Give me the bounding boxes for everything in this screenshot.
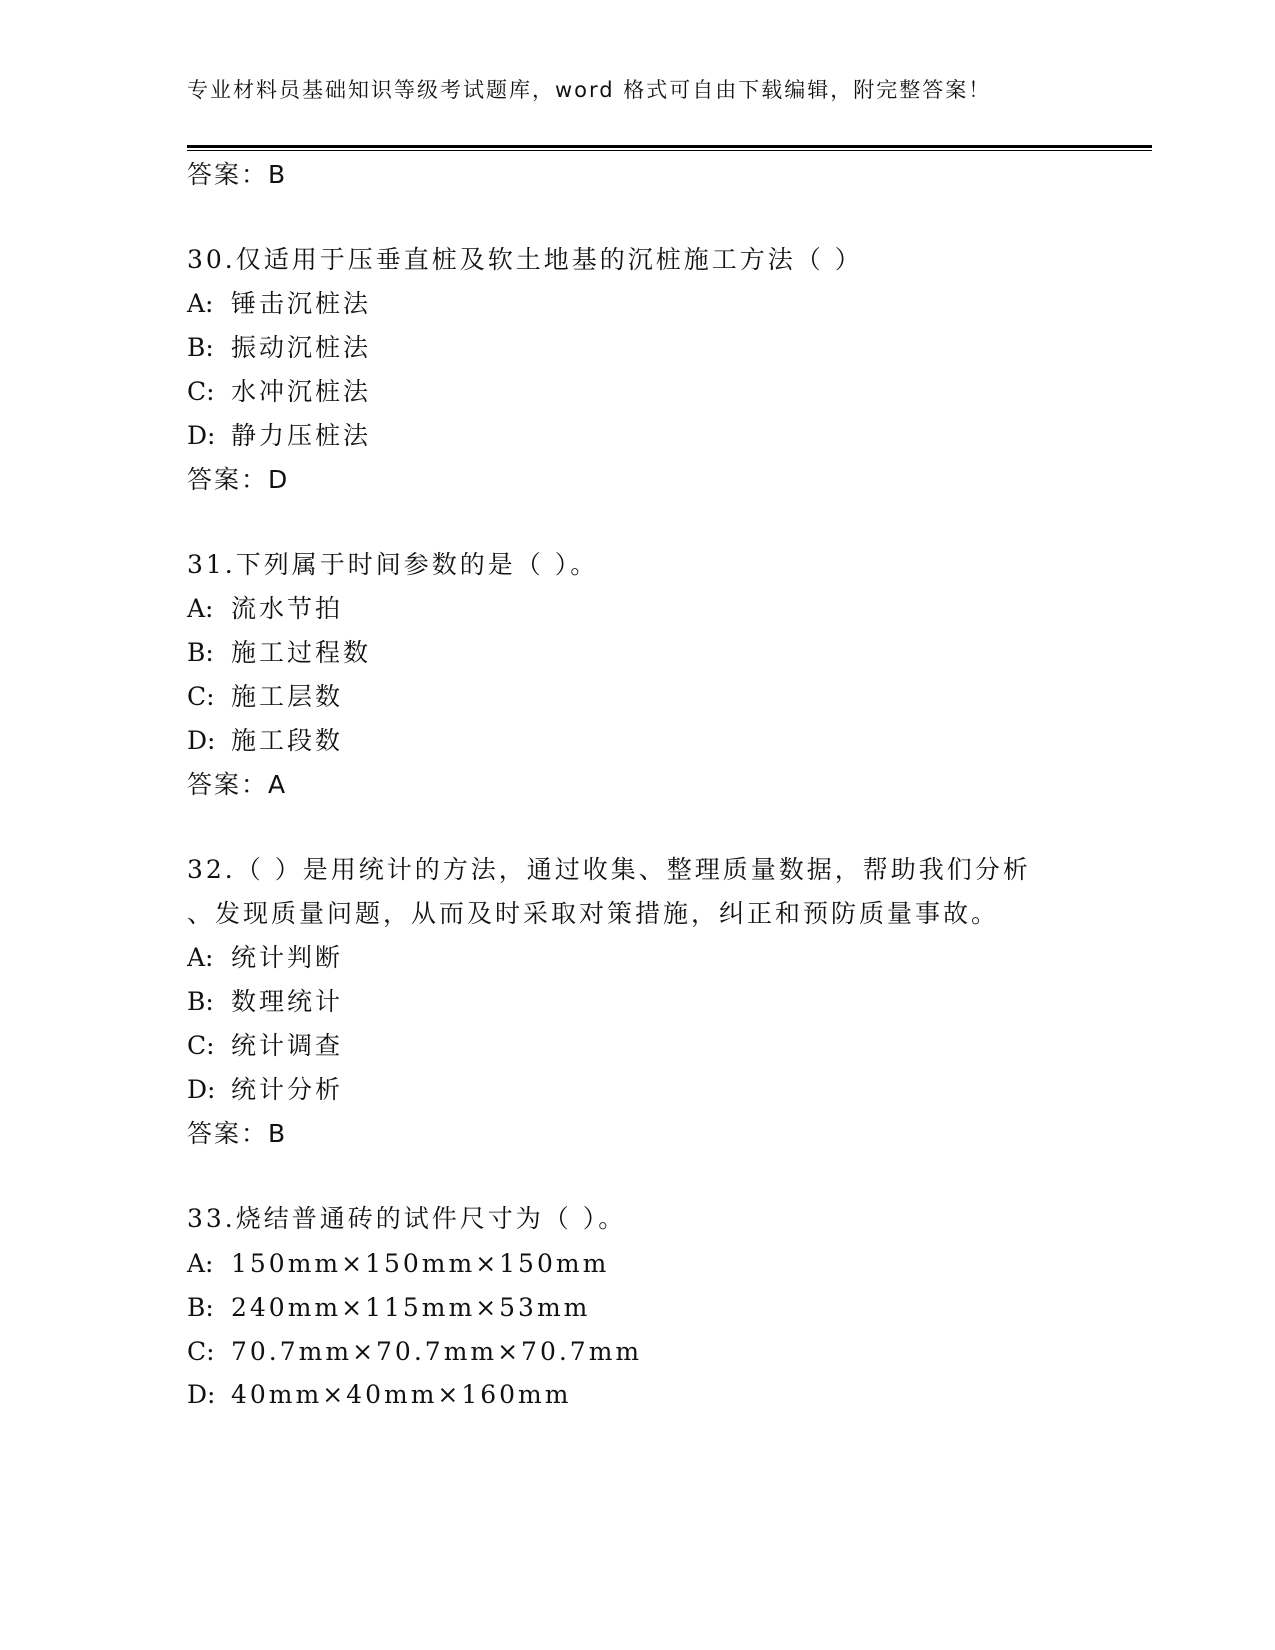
option-text: 施工段数 [231, 726, 344, 755]
question-31-option-a [187, 594, 343, 624]
option-text: 施工过程数 [231, 638, 372, 667]
header-rule-thick [187, 145, 1152, 148]
option-label: C: [187, 377, 215, 406]
option-label: A: [187, 594, 214, 623]
question-30-option-c [187, 377, 371, 407]
option-label: B: [187, 333, 214, 362]
question-33-option-b [187, 1293, 590, 1323]
option-text: 水冲沉桩法 [231, 377, 372, 406]
option-label: C: [187, 1031, 215, 1060]
question-30-option-d [187, 421, 371, 451]
option-label: D: [187, 1380, 216, 1409]
question-32-answer: 答案：B [187, 1119, 288, 1148]
question-32-stem-line-2: 、发现质量问题，从而及时采取对策措施，纠正和预防质量事故。 [187, 899, 1000, 928]
question-33-option-c [187, 1337, 642, 1367]
page-header: 专业材料员基础知识等级考试题库，word 格式可自由下载编辑，附完整答案！ [187, 78, 992, 102]
previous-answer: 答案：B [187, 160, 288, 189]
question-32-stem-line-1: 32.（ ）是用统计的方法，通过收集、整理质量数据，帮助我们分析 [187, 855, 1031, 884]
question-30-option-b [187, 333, 371, 363]
option-text: 统计分析 [231, 1075, 344, 1104]
option-label: D: [187, 421, 216, 450]
question-32-option-d [187, 1075, 343, 1105]
option-text: 70.7mm×70.7mm×70.7mm [231, 1337, 643, 1366]
option-text: 施工层数 [231, 682, 344, 711]
option-text: 统计判断 [231, 943, 344, 972]
question-33-option-d [187, 1380, 571, 1410]
option-text: 锤击沉桩法 [231, 289, 372, 318]
question-31-answer: 答案：A [187, 770, 288, 799]
option-label: A: [187, 943, 214, 972]
question-31-option-b [187, 638, 371, 668]
header-rule-thin [187, 150, 1152, 151]
question-32-option-c [187, 1031, 343, 1061]
option-text: 40mm×40mm×160mm [231, 1380, 572, 1409]
option-text: 统计调查 [231, 1031, 344, 1060]
option-label: B: [187, 987, 214, 1016]
option-label: D: [187, 726, 216, 755]
option-label: A: [187, 1249, 214, 1278]
option-text: 振动沉桩法 [231, 333, 372, 362]
option-label: B: [187, 638, 214, 667]
option-text: 150mm×150mm×150mm [231, 1249, 610, 1278]
question-31-option-d [187, 726, 343, 756]
option-label: C: [187, 682, 215, 711]
question-33-stem: 33.烧结普通砖的试件尺寸为（ ）。 [187, 1204, 627, 1233]
option-text: 流水节拍 [231, 594, 344, 623]
option-label: B: [187, 1293, 214, 1322]
option-label: C: [187, 1337, 215, 1366]
option-label: A: [187, 289, 214, 318]
question-32-option-b [187, 987, 343, 1017]
option-text: 静力压桩法 [231, 421, 372, 450]
question-30-option-a [187, 289, 371, 319]
option-text: 240mm×115mm×53mm [231, 1293, 591, 1322]
option-label: D: [187, 1075, 216, 1104]
question-32-option-a [187, 943, 343, 973]
question-30-stem: 30.仅适用于压垂直桩及软土地基的沉桩施工方法（ ） [187, 245, 863, 274]
question-31-stem: 31.下列属于时间参数的是（ ）。 [187, 550, 599, 579]
question-30-answer: 答案：D [187, 465, 290, 494]
option-text: 数理统计 [231, 987, 344, 1016]
question-33-option-a [187, 1249, 609, 1279]
question-31-option-c [187, 682, 343, 712]
